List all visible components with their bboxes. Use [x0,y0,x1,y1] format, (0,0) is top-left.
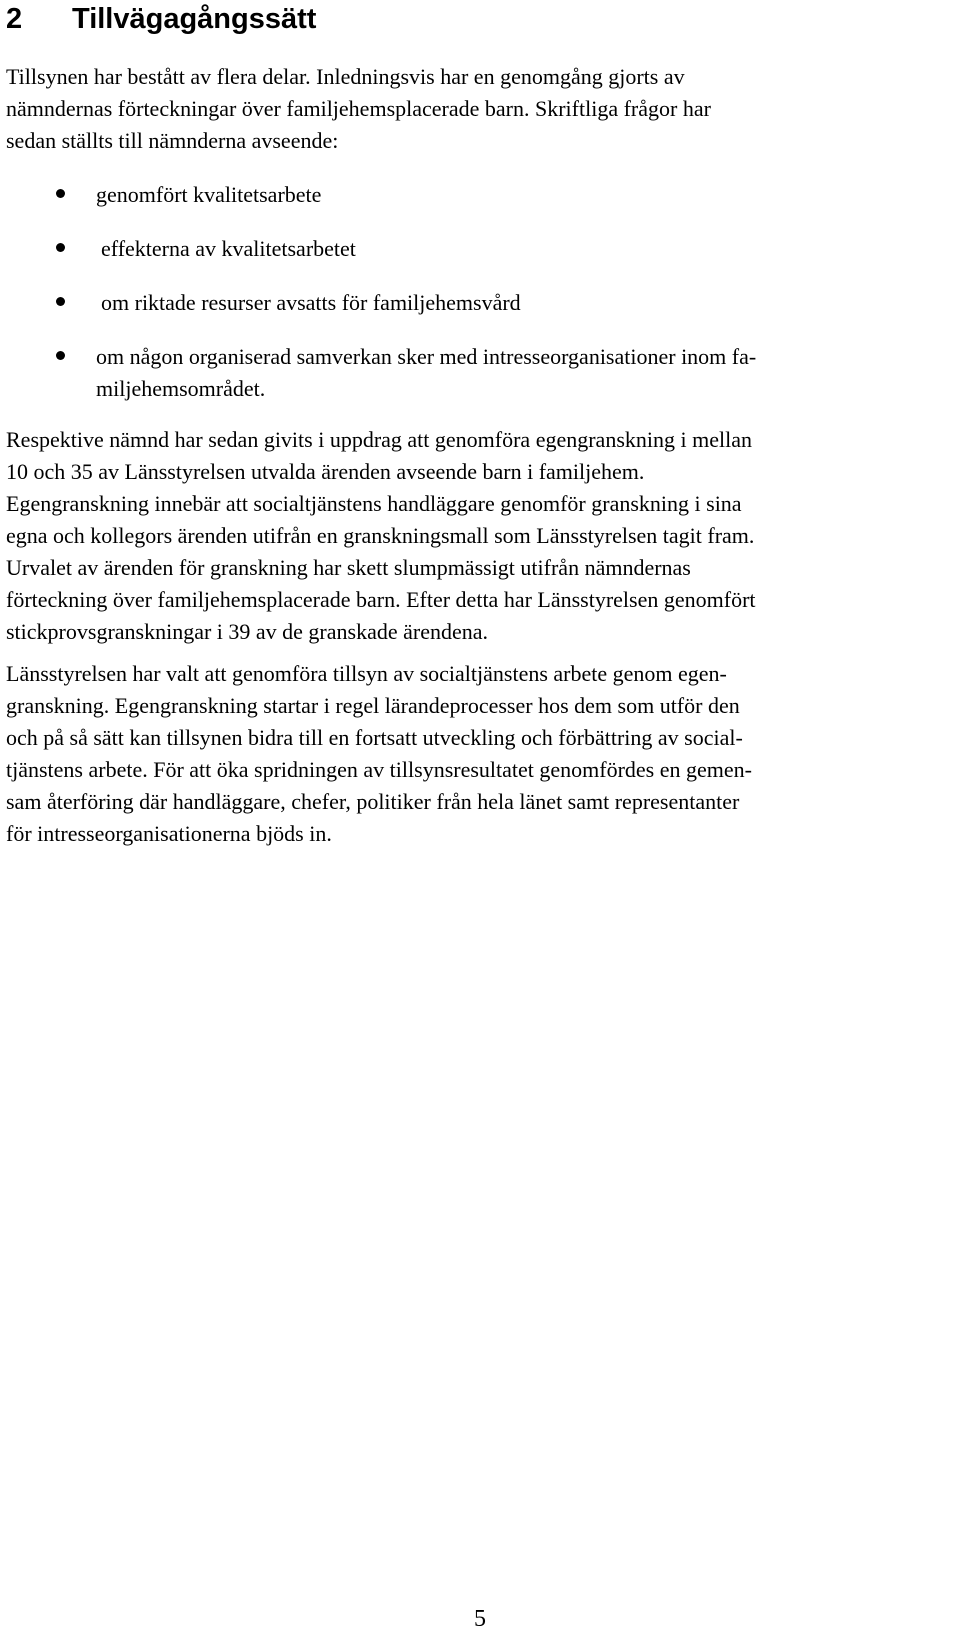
list-item-text: om riktade resurser avsatts för familjehemsvård [101,290,521,315]
intro-paragraph: Tillsynen har bestått av flera delar. Inledningsvis har en genomgång gjorts av nämndernas förteckningar över familjehemsplacerade barn. Skriftliga frågor har sedan ställts till nämnderna avseende: [6,64,711,153]
list-item-text: effekterna av kvalitetsarbetet [101,236,356,261]
method-paragraph: Länsstyrelsen har valt att genomföra tillsyn av socialtjänstens arbete genom egen- granskning. Egengranskning startar i regel lärandeprocesser hos dem som utför den och på så sätt kan tillsynen bidra till en fortsatt utveckling och förbättring av social- tjänstens arbete. För att öka spridningen av tillsynsresultatet genomfördes en gemen- sam återföring där handläggare, chefer, politiker från hela länet samt representanter för intresseorganisationerna bjöds in. [6,661,752,846]
bullet-icon [56,351,65,360]
bullet-icon [56,297,65,306]
assignment-paragraph: Respektive nämnd har sedan givits i uppdrag att genomföra egengranskning i mellan 10 och 35 av Länsstyrelsen utvalda ärenden avseende barn i familjehem. Egengranskning innebär att socialtjänstens handläggare genomför granskning i sina egna och kollegors ärenden utifrån en granskningsmall som Länsstyrelsen tagit fram. Urvalet av ärenden för granskning har skett slumpmässigt utifrån nämndernas förteckning över familjehemsplacerade barn. Efter detta har Länsstyrelsen genomfört stickprovsgranskningar i 39 av de granskade ärendena. [6,427,756,644]
list-item-text: genomfört kvalitetsarbete [96,182,322,207]
list-item-text: om någon organiserad samverkan sker med intresseorganisationer inom fa- miljehemsområdet. [96,344,757,401]
bullet-icon [56,243,65,252]
section-heading [6,1,316,37]
bullet-icon [56,189,65,198]
section-title: Tillvägagångssätt [72,3,317,35]
page-number: 5 [474,1606,486,1632]
section-number: 2 [6,3,23,35]
